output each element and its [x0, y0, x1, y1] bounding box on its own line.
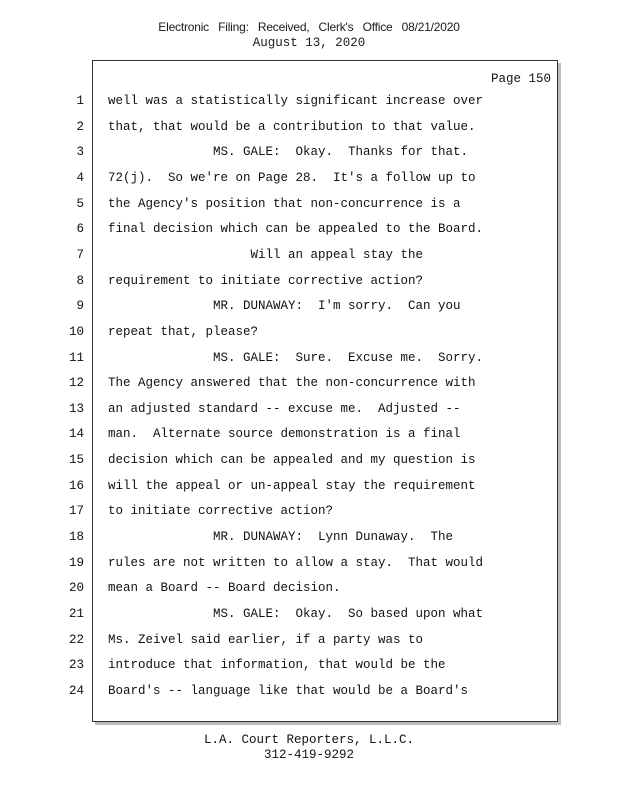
- line-number: 5: [76, 196, 84, 211]
- line-text: MR. DUNAWAY: Lynn Dunaway. The: [108, 530, 454, 545]
- line-text: well was a statistically significant increase over: [108, 94, 484, 108]
- transcript-line: [0, 453, 618, 479]
- transcript-line: [0, 274, 618, 300]
- transcript-line: [0, 197, 618, 223]
- hearing-date: August 13, 2020: [252, 36, 366, 50]
- line-number: 21: [68, 607, 84, 621]
- line-number: 23: [68, 658, 84, 673]
- transcript-line: [0, 504, 618, 530]
- transcript-line: [0, 325, 618, 351]
- transcript-line: [0, 94, 618, 120]
- page-number: Page 150: [490, 72, 551, 86]
- transcript-line: [0, 658, 618, 684]
- line-number: 18: [68, 530, 84, 545]
- line-text: MS. GALE: Okay. So based upon what: [108, 607, 484, 621]
- transcript-line: [0, 633, 618, 659]
- line-number: 22: [68, 632, 84, 647]
- transcript-line: [0, 402, 618, 428]
- transcript-line: [0, 607, 618, 633]
- line-text: rules are not written to allow a stay. That would: [108, 555, 484, 570]
- line-number: 17: [68, 504, 84, 519]
- transcript-line: [0, 530, 618, 556]
- transcript-line: [0, 145, 618, 171]
- line-text: Ms. Zeivel said earlier, if a party was to: [108, 632, 424, 647]
- line-number: 2: [76, 119, 84, 134]
- line-number: 8: [76, 273, 84, 288]
- line-text: MS. GALE: Sure. Excuse me. Sorry.: [108, 350, 484, 365]
- transcript-line: [0, 351, 618, 377]
- line-text: mean a Board -- Board decision.: [108, 581, 341, 596]
- transcript-line: [0, 171, 618, 197]
- line-text: requirement to initiate corrective action?: [108, 273, 424, 288]
- line-number: 3: [76, 145, 84, 160]
- line-text: The Agency answered that the non-concurrence with: [108, 376, 476, 391]
- line-number: 16: [68, 478, 84, 493]
- transcript-line: [0, 556, 618, 582]
- line-text: final decision which can be appealed to the Board.: [108, 222, 484, 237]
- line-number: 10: [68, 324, 84, 339]
- line-text: 72(j). So we're on Page 28. It's a follow up to: [108, 170, 476, 185]
- line-text: man. Alternate source demonstration is a final: [108, 427, 461, 442]
- transcript-line: [0, 479, 618, 505]
- line-text: to initiate corrective action?: [108, 504, 334, 519]
- line-number: 19: [68, 555, 84, 570]
- line-number: 12: [68, 376, 84, 391]
- line-number: 1: [76, 94, 84, 108]
- line-number: 6: [76, 222, 84, 237]
- transcript-line: [0, 120, 618, 146]
- line-number: 14: [68, 427, 84, 442]
- line-text: MS. GALE: Okay. Thanks for that.: [108, 145, 469, 160]
- transcript-line: [0, 684, 618, 710]
- line-text: repeat that, please?: [108, 324, 259, 339]
- transcript-line: [0, 299, 618, 325]
- line-text: will the appeal or un-appeal stay the requirement: [108, 478, 476, 493]
- filing-stamp: Electronic Filing: Received, Clerk's Office 08/21/2020: [158, 20, 460, 34]
- line-text: decision which can be appealed and my question is: [108, 453, 476, 468]
- transcript-line: [0, 248, 618, 274]
- line-number: 9: [76, 299, 84, 314]
- line-text: Will an appeal stay the: [108, 247, 424, 262]
- line-number: 15: [68, 453, 84, 468]
- line-text: introduce that information, that would be the: [108, 658, 446, 673]
- transcript-line: [0, 581, 618, 607]
- line-number: 24: [68, 683, 84, 698]
- line-text: the Agency's position that non-concurrence is a: [108, 196, 461, 211]
- footer-company: L.A. Court Reporters, L.L.C.: [203, 733, 415, 747]
- line-text: MR. DUNAWAY: I'm sorry. Can you: [108, 299, 461, 314]
- line-number: 7: [76, 247, 84, 262]
- line-text: an adjusted standard -- excuse me. Adjusted --: [108, 401, 461, 416]
- line-text: Board's -- language like that would be a Board's: [108, 683, 469, 698]
- transcript-line: [0, 376, 618, 402]
- line-text: that, that would be a contribution to that value.: [108, 119, 476, 134]
- line-number: 13: [68, 401, 84, 416]
- transcript-line: [0, 222, 618, 248]
- line-number: 11: [68, 350, 84, 365]
- line-number: 20: [68, 581, 84, 596]
- line-number: 4: [76, 170, 84, 185]
- transcript-line: [0, 427, 618, 453]
- footer-phone: 312-419-9292: [263, 748, 354, 762]
